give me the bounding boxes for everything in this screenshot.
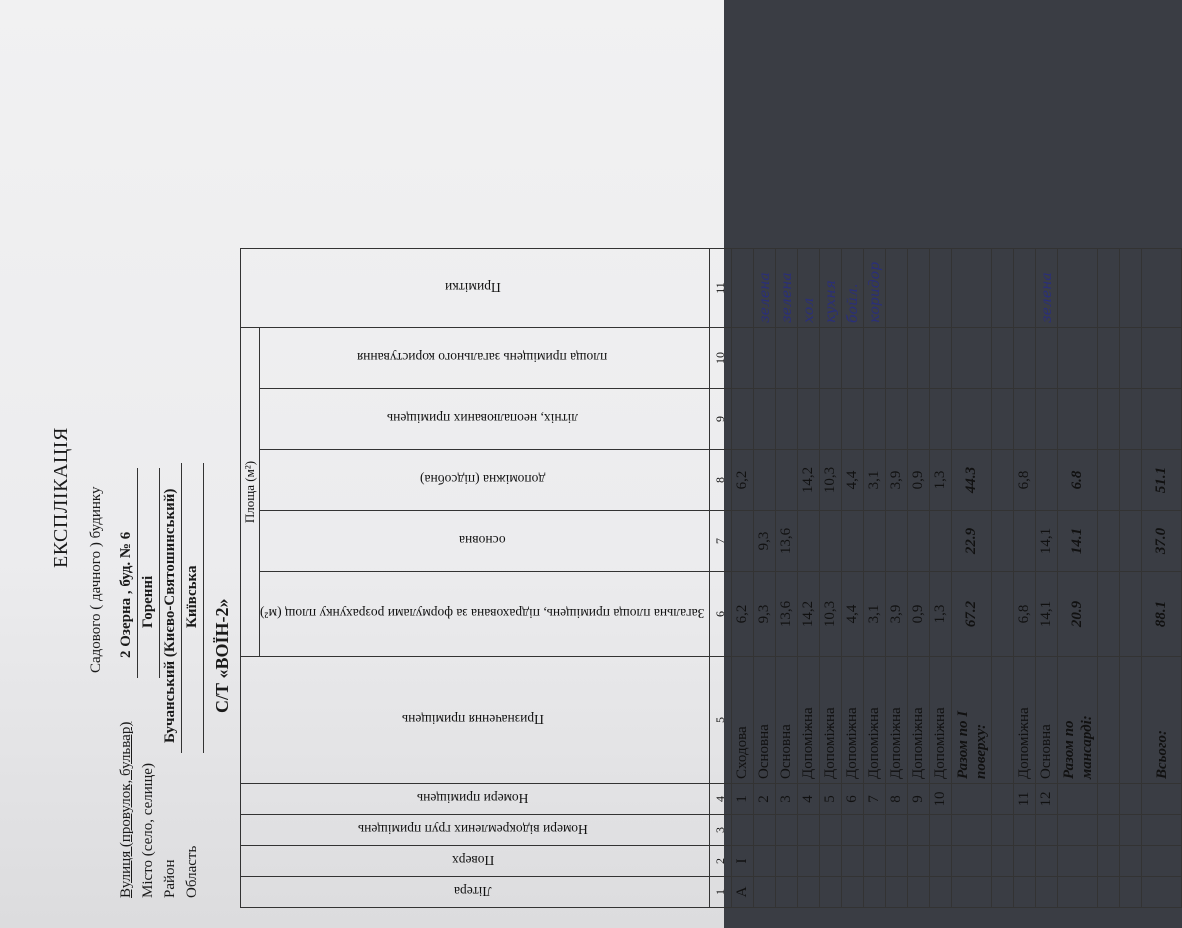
cell-litera [754,877,776,908]
cell-empty [732,328,754,389]
cell-group [1014,815,1036,846]
table-row [1036,249,1058,908]
cell-aux: 51.1 [1142,450,1182,511]
cell-empty [754,389,776,450]
cell-purpose [992,657,1014,784]
cell-purpose: Основна [754,657,776,784]
cell-total: 20.9 [1058,572,1098,657]
col-header-6: Загальна площа приміщень, підрахована за формулами розрахунку площ (м²) [260,572,710,657]
cell-total: 6,8 [1014,572,1036,657]
col-header-3: Номери відокремлених груп приміщень [241,815,710,846]
cell-empty [1120,328,1142,389]
cell-group [842,815,864,846]
cell-main [1120,511,1142,572]
cell-num: 5 [820,784,842,815]
cell-floor [930,846,952,877]
cell-total: 88.1 [1142,572,1182,657]
cell-main: 13,6 [776,511,798,572]
col-header-11: Примітки [241,249,710,328]
cell-floor: I [732,846,754,877]
cell-purpose [1120,657,1142,784]
cell-floor [1036,846,1058,877]
cell-num: 6 [842,784,864,815]
cell-empty [992,328,1014,389]
cell-aux [1098,450,1120,511]
area-group-header: Площа (м²) [241,328,260,657]
col-header-8: допоміжна (підсобна) [260,450,710,511]
cell-floor [776,846,798,877]
cell-litera [952,877,992,908]
coop-name: С/Т «ВОЇН-2» [212,598,232,713]
district-value: Бучанський (Києво-Святошинський) [162,488,178,743]
cell-note: зелена [754,249,776,328]
cell-aux: 14,2 [798,450,820,511]
cell-main [908,511,930,572]
table-row [1014,249,1036,908]
cell-floor [1098,846,1120,877]
cell-litera [1036,877,1058,908]
table-row [1142,249,1182,908]
area-group-row [241,249,260,908]
cell-num: 10 [930,784,952,815]
cell-floor [952,846,992,877]
cell-litera [864,877,886,908]
cell-note [1058,249,1098,328]
cell-main [1098,511,1120,572]
cell-empty [798,389,820,450]
col-header-4: Номери приміщень [241,784,710,815]
cell-empty [1014,389,1036,450]
cell-group [754,815,776,846]
cell-group [732,815,754,846]
cell-empty [1142,389,1182,450]
cell-main [864,511,886,572]
cell-main [992,511,1014,572]
cell-total: 3,1 [864,572,886,657]
cell-purpose: Основна [1036,657,1058,784]
cell-total: 10,3 [820,572,842,657]
cell-aux: 3,9 [886,450,908,511]
cell-note: хол [798,249,820,328]
cell-floor [798,846,820,877]
cell-empty [908,328,930,389]
cell-main: 14.1 [1058,511,1098,572]
cell-total: 4,4 [842,572,864,657]
cell-floor [754,846,776,877]
cell-note [1098,249,1120,328]
cell-empty [1058,389,1098,450]
cell-aux [1036,450,1058,511]
cell-group [908,815,930,846]
cell-num [1098,784,1120,815]
cell-empty [930,328,952,389]
cell-group [886,815,908,846]
cell-empty [886,328,908,389]
cell-purpose: Допоміжна [864,657,886,784]
city-label: Місто (село, селище) [140,763,156,898]
cell-num: 2 [754,784,776,815]
cell-litera [992,877,1014,908]
region-label: Область [184,845,200,898]
cell-group [1098,815,1120,846]
table-row [908,249,930,908]
cell-num: 11 [1014,784,1036,815]
cell-empty [776,328,798,389]
cell-floor [1058,846,1098,877]
cell-total: 14,1 [1036,572,1058,657]
cell-main: 37.0 [1142,511,1182,572]
cell-num: 3 [776,784,798,815]
cell-note [1120,249,1142,328]
cell-purpose: Основна [776,657,798,784]
cell-note: коридор [864,249,886,328]
cell-aux: 0,9 [908,450,930,511]
table-row [864,249,886,908]
cell-aux [776,450,798,511]
cell-empty [864,389,886,450]
cell-empty [908,389,930,450]
cell-litera [886,877,908,908]
cell-litera [930,877,952,908]
cell-aux: 3,1 [864,450,886,511]
cell-purpose: Допоміжна [908,657,930,784]
cell-purpose: Разом по мансарді: [1058,657,1098,784]
cell-note [908,249,930,328]
cell-total [992,572,1014,657]
district-label: Район [162,859,178,898]
cell-empty [1036,328,1058,389]
cell-empty [1036,389,1058,450]
cell-note [992,249,1014,328]
cell-litera [1058,877,1098,908]
cell-group [864,815,886,846]
col-header-5: Призначення приміщень [241,657,710,784]
cell-litera [1014,877,1036,908]
cell-note: зелена [776,249,798,328]
cell-empty [1142,328,1182,389]
table-row [754,249,776,908]
cell-note: бойл. [842,249,864,328]
table-row [842,249,864,908]
cell-purpose: Допоміжна [886,657,908,784]
explication-table [240,248,1182,908]
cell-aux [992,450,1014,511]
cell-empty [1120,389,1142,450]
cell-empty [864,328,886,389]
cell-main: 22.9 [952,511,992,572]
cell-litera [1120,877,1142,908]
cell-group [1120,815,1142,846]
cell-empty [952,389,992,450]
cell-num: 4 [798,784,820,815]
table-row [1120,249,1142,908]
form-subtitle: Садового ( дачного ) будинку [88,486,104,673]
cell-total: 1,3 [930,572,952,657]
cell-floor [864,846,886,877]
cell-note: зелена [1036,249,1058,328]
cell-floor [1014,846,1036,877]
cell-num [1058,784,1098,815]
cell-main: 9,3 [754,511,776,572]
table-row [992,249,1014,908]
cell-litera [798,877,820,908]
cell-total: 6,2 [732,572,754,657]
cell-purpose: Разом по I поверху: [952,657,992,784]
cell-aux: 1,3 [930,450,952,511]
cell-group [992,815,1014,846]
cell-litera [776,877,798,908]
cell-empty [732,389,754,450]
cell-purpose: Допоміжна [842,657,864,784]
col-header-10: площа приміщень загального користування [260,328,710,389]
cell-empty [842,389,864,450]
cell-note [930,249,952,328]
table-row [930,249,952,908]
cell-note [732,249,754,328]
cell-floor [1120,846,1142,877]
cell-num [1142,784,1182,815]
cell-aux: 6,2 [732,450,754,511]
cell-aux: 10,3 [820,450,842,511]
col-header-9: літніх, неопалюваних приміщень [260,389,710,450]
cell-group [1036,815,1058,846]
region-value: Київська [184,565,200,628]
cell-purpose: Допоміжна [798,657,820,784]
cell-group [952,815,992,846]
cell-total: 3,9 [886,572,908,657]
cell-aux: 4,4 [842,450,864,511]
cell-empty [1014,328,1036,389]
cell-empty [1098,389,1120,450]
cell-note [886,249,908,328]
cell-main [1014,511,1036,572]
cell-total: 13,6 [776,572,798,657]
col-header-2: Поверх [241,846,710,877]
col-header-7: основна [260,511,710,572]
cell-group [798,815,820,846]
column-index-row: 1 2 3 4 5 6 7 8 9 10 11 [710,249,732,908]
city-value: Горенні [140,575,156,628]
cell-num: 8 [886,784,908,815]
cell-num: 1 [732,784,754,815]
form-title: ЕКСПЛІКАЦІЯ [50,427,72,568]
cell-litera [908,877,930,908]
table-row [886,249,908,908]
cell-note [1142,249,1182,328]
cell-total: 0,9 [908,572,930,657]
cell-aux [1120,450,1142,511]
cell-num [992,784,1014,815]
cell-total: 14,2 [798,572,820,657]
cell-purpose: Сходова [732,657,754,784]
cell-empty [754,328,776,389]
cell-main [732,511,754,572]
cell-empty [886,389,908,450]
street-value: 2 Озерна , буд. № 6 [118,531,134,658]
cell-total: 67.2 [952,572,992,657]
cell-purpose: Допоміжна [930,657,952,784]
cell-total: 9,3 [754,572,776,657]
cell-floor [1142,846,1182,877]
table-row [1098,249,1120,908]
cell-note [952,249,992,328]
cell-total [1098,572,1120,657]
cell-num [1120,784,1142,815]
cell-floor [908,846,930,877]
cell-purpose: Допоміжна [820,657,842,784]
cell-empty [1098,328,1120,389]
cell-main: 14,1 [1036,511,1058,572]
cell-group [820,815,842,846]
cell-group [930,815,952,846]
cell-floor [820,846,842,877]
table-row [732,249,754,908]
cell-group [776,815,798,846]
cell-main [842,511,864,572]
cell-empty [992,389,1014,450]
cell-empty [776,389,798,450]
cell-main [798,511,820,572]
cell-litera [1098,877,1120,908]
cell-aux: 6.8 [1058,450,1098,511]
cell-main [820,511,842,572]
cell-empty [930,389,952,450]
cell-note: кухня [820,249,842,328]
cell-purpose: Допоміжна [1014,657,1036,784]
cell-num [952,784,992,815]
cell-main [930,511,952,572]
cell-aux [754,450,776,511]
table-row [820,249,842,908]
cell-total [1120,572,1142,657]
cell-empty [952,328,992,389]
cell-empty [820,389,842,450]
cell-empty [1058,328,1098,389]
cell-purpose: Всього: [1142,657,1182,784]
cell-main [886,511,908,572]
cell-litera [842,877,864,908]
cell-litera [1142,877,1182,908]
cell-litera [820,877,842,908]
cell-litera: А [732,877,754,908]
cell-empty [820,328,842,389]
table-row [776,249,798,908]
cell-group [1058,815,1098,846]
cell-group [1142,815,1182,846]
table-row [798,249,820,908]
table-body [732,249,1182,908]
cell-floor [992,846,1014,877]
cell-empty [842,328,864,389]
cell-purpose [1098,657,1120,784]
cell-note [1014,249,1036,328]
cell-floor [842,846,864,877]
cell-empty [798,328,820,389]
cell-num: 7 [864,784,886,815]
cell-aux: 6,8 [1014,450,1036,511]
col-header-1: Літера [241,877,710,908]
table-row [952,249,992,908]
cell-num: 9 [908,784,930,815]
table-row [1058,249,1098,908]
cell-aux: 44.3 [952,450,992,511]
cell-num: 12 [1036,784,1058,815]
street-label: Вулиця (провулок, бульвар) [118,721,134,898]
cell-floor [886,846,908,877]
